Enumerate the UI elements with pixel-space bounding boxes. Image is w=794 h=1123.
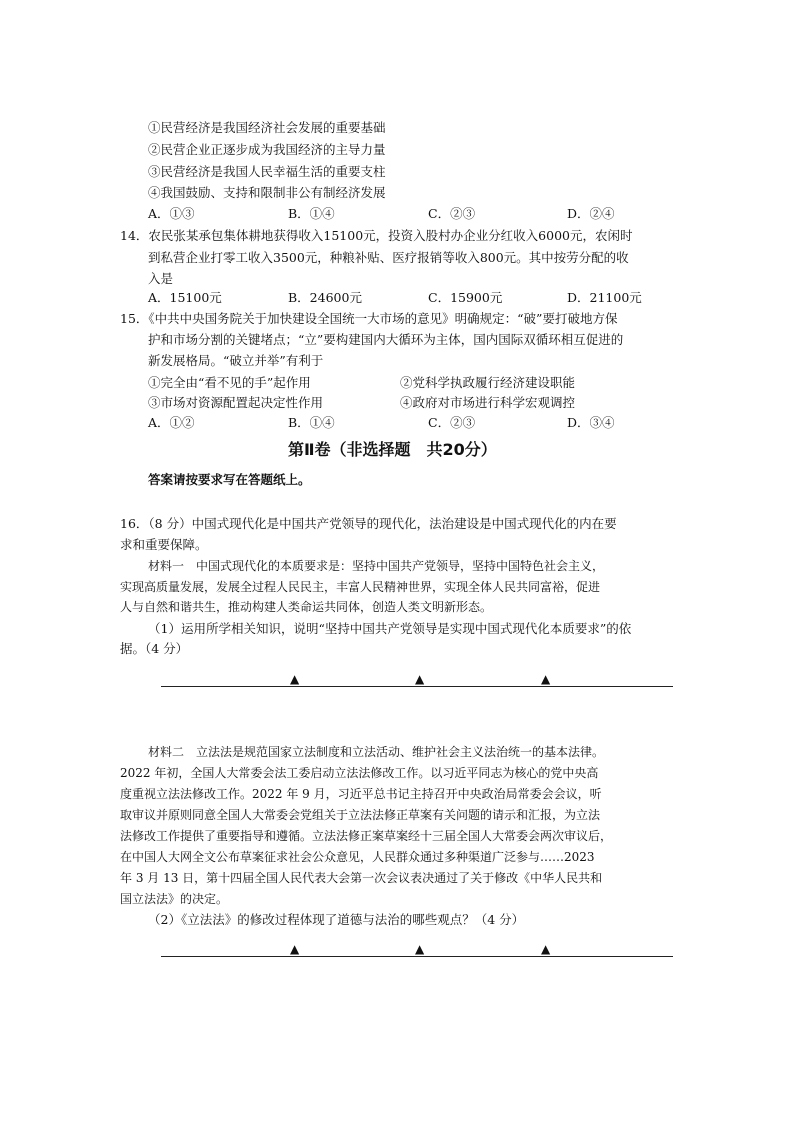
q16-sub2: （2）《立法法》的修改过程体现了道德与法治的哪些观点？（4 分） — [148, 912, 525, 927]
answer-line-1[interactable] — [161, 686, 673, 687]
q16-material1-line-2: 实现高质量发展，发展全过程人民民主，丰富人民精神世界，实现全体人民共同富裕，促进 — [120, 580, 601, 594]
q16-material1-line-3: 人与自然和谐共生，推动构建人类命运共同体，创造人类文明新形态。 — [120, 600, 493, 614]
q15-line-3: 新发展格局。“破立并举”有利于 — [148, 353, 324, 368]
q13-option-d: D．②④ — [567, 206, 615, 221]
q15-option-b: B．①④ — [288, 415, 335, 430]
q16-line-2: 求和重要保障。 — [120, 537, 208, 552]
q13-option-a: A．①③ — [148, 206, 195, 221]
answer-mark: ▲ — [415, 672, 425, 686]
q13-item-3: ③民营经济是我国人民幸福生活的重要支柱 — [148, 164, 386, 179]
q16-sub1-line-1: （1）运用所学相关知识，说明“坚持中国共产党领导是实现中国式现代化本质要求”的依 — [148, 621, 632, 636]
q14-option-c: C．15900元 — [428, 290, 503, 305]
answer-line-2[interactable] — [161, 956, 673, 957]
q16-sub1-line-2: 据。（4 分） — [120, 641, 189, 656]
q15-option-c: C．②③ — [428, 415, 476, 430]
q15-line-1: 15．《中共中央国务院关于加快建设全国统一大市场的意见》明确规定：“破”要打破地方保 — [120, 311, 618, 326]
answer-mark: ▲ — [415, 942, 425, 956]
q14-line-1: 14．农民张某承包集体耕地获得收入15100元，投资入股村办企业分红收入6000元，农闲时 — [120, 228, 633, 243]
q15-line-2: 护和市场分割的关键堵点；“立”要构建国内大循环为主体，国内国际双循环相互促进的 — [148, 332, 624, 347]
q14-option-b: B．24600元 — [288, 290, 362, 305]
q14-option-d: D．21100元 — [567, 290, 642, 305]
q16-material1-line-1: 材料一 中国式现代化的本质要求是：坚持中国共产党领导，坚持中国特色社会主义， — [148, 559, 605, 573]
q14-line-3: 入是 — [148, 271, 174, 286]
q13-item-2: ②民营企业正逐步成为我国经济的主导力量 — [148, 142, 386, 157]
q13-option-c: C．②③ — [428, 206, 476, 221]
q13-item-1: ①民营经济是我国经济社会发展的重要基础 — [148, 120, 386, 135]
section-title: 第Ⅱ卷（非选择题 共20分） — [288, 440, 497, 459]
q15-item-1: ①完全由“看不见的手”起作用 — [148, 375, 311, 390]
answer-mark: ▲ — [541, 942, 551, 956]
q15-item-2: ②党科学执政履行经济建设职能 — [400, 375, 576, 390]
q16-material2-line-8: 国立法法》的决定。 — [120, 892, 229, 906]
q16-material2-line-7: 年 3 月 13 日，第十四届全国人民代表大会第一次会议表决通过了关于修改《中华人民共和 — [120, 871, 603, 885]
q16-line-1: 16．（8 分）中国式现代化是中国共产党领导的现代化，法治建设是中国式现代化的内在要 — [120, 516, 617, 531]
q16-material2-line-5: 法修改工作提供了重要指导和遵循。立法法修正案草案经十三届全国人大常委会两次审议后， — [120, 829, 613, 843]
q16-material2-line-1: 材料二 立法法是规范国家立法制度和立法活动、维护社会主义法治统一的基本法律。 — [148, 745, 605, 759]
answer-mark: ▲ — [290, 672, 300, 686]
q15-option-a: A．①② — [148, 415, 195, 430]
q15-item-4: ④政府对市场进行科学宏观调控 — [400, 395, 576, 410]
q13-option-b: B．①④ — [288, 206, 335, 221]
q14-line-2: 到私营企业打零工收入3500元，种粮补贴、医疗报销等收入800元。其中按劳分配的收 — [148, 250, 629, 265]
q16-material2-line-6: 在中国人大网全文公布草案征求社会公众意见，人民群众通过多种渠道广泛参与……2023 — [120, 850, 595, 864]
q15-item-3: ③市场对资源配置起决定性作用 — [148, 395, 324, 410]
answer-mark: ▲ — [541, 672, 551, 686]
q16-material2-line-4: 取审议并原则同意全国人大常委会党组关于立法法修正草案有关问题的请示和汇报，为立法 — [120, 808, 601, 822]
q16-material2-line-2: 2022 年初，全国人大常委会法工委启动立法法修改工作。以习近平同志为核心的党中央高 — [120, 766, 599, 780]
answer-mark: ▲ — [290, 942, 300, 956]
q15-option-d: D．③④ — [567, 415, 615, 430]
section-instruction: 答案请按要求写在答题纸上。 — [148, 472, 311, 487]
q16-material2-line-3: 度重视立法法修改工作。2022 年 9 月，习近平总书记主持召开中央政治局常委会会议，听 — [120, 787, 602, 801]
q14-option-a: A．15100元 — [148, 290, 222, 305]
q13-item-4: ④我国鼓励、支持和限制非公有制经济发展 — [148, 185, 386, 200]
